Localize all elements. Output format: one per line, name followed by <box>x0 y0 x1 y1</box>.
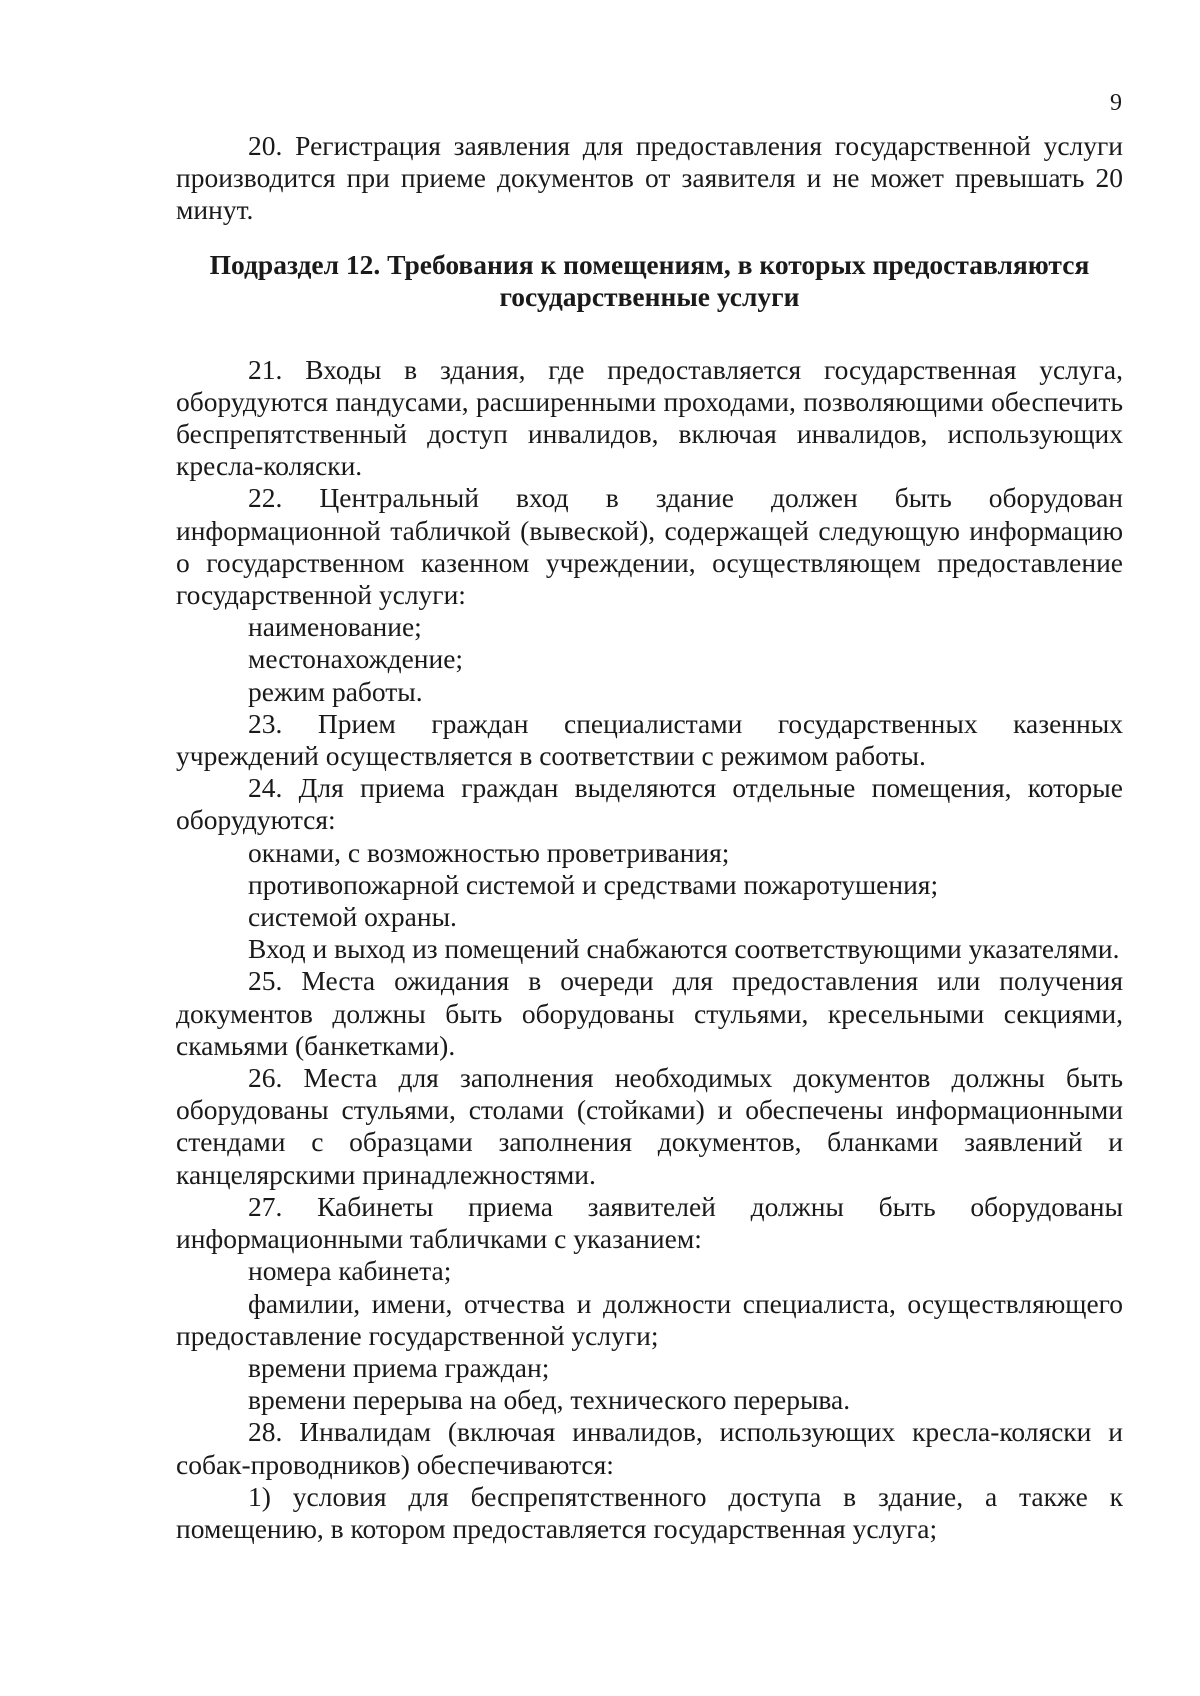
list-item: наименование; <box>248 611 422 643</box>
list-item: номера кабинета; <box>248 1255 452 1287</box>
list-item: времени перерыва на обед, технического перерыва. <box>248 1384 851 1416</box>
paragraph-28-item-1: 1) условия для беспрепятственного доступа в здание, а также к помещению, в котором предоставляется государственная услуга; <box>176 1480 1123 1544</box>
list-item: противопожарной системой и средствами пожаротушения; <box>248 868 939 900</box>
paragraph-23: 23. Прием граждан специалистами государственных казенных учреждений осуществляется в соответствии с режимом работы. <box>176 707 1123 772</box>
list-item: времени приема граждан; <box>248 1351 550 1383</box>
paragraph-21: 21. Входы в здания, где предоставляется государственная услуга, оборудуются пандусами, расширенными проходами, позволяющими обеспечить беспрепятственный доступ инвалидов, включая инвалидов, использующих кресла-коляски. <box>176 353 1123 482</box>
paragraph-20: 20. Регистрация заявления для предоставления государственной услуги производится при приеме документов от заявителя и не может превышать 20 минут. <box>176 130 1123 226</box>
list-item: местонахождение; <box>248 643 464 675</box>
list-item: режим работы. <box>248 675 423 707</box>
section-heading: Подраздел 12. Требования к помещениям, в которых предоставляются государственные услуги <box>209 248 1090 313</box>
list-item: фамилии, имени, отчества и должности специалиста, осуществляющего предоставление государственной услуги; <box>176 1287 1123 1351</box>
document-body <box>176 130 1123 1545</box>
paragraph-24: 24. Для приема граждан выделяются отдельные помещения, которые оборудуются: <box>176 772 1123 836</box>
paragraph-25: 25. Места ожидания в очереди для предоставления или получения документов должны быть оборудованы стульями, кресельными секциями, скамьями (банкетками). <box>176 965 1123 1061</box>
list-item: окнами, с возможностью проветривания; <box>248 836 730 868</box>
paragraph-24-exit: Вход и выход из помещений снабжаются соответствующими указателями. <box>248 933 1120 965</box>
paragraph-27: 27. Кабинеты приема заявителей должны быть оборудованы информационными табличками с указанием: <box>176 1190 1123 1255</box>
page-number: 9 <box>1110 90 1122 116</box>
list-item: системой охраны. <box>248 901 457 933</box>
paragraph-26: 26. Места для заполнения необходимых документов должны быть оборудованы стульями, столами (стойками) и обеспечены информационными стендами с образцами заполнения документов, бланками заявлений и канцелярскими принадлежностями. <box>176 1062 1123 1190</box>
paragraph-22: 22. Центральный вход в здание должен быть оборудован информационной табличкой (вывеской), содержащей следующую информацию о государственном казенном учреждении, осуществляющем предоставление государственной услуги: <box>176 482 1123 611</box>
paragraph-28: 28. Инвалидам (включая инвалидов, использующих кресла-коляски и собак-проводников) обеспечиваются: <box>176 1416 1123 1480</box>
